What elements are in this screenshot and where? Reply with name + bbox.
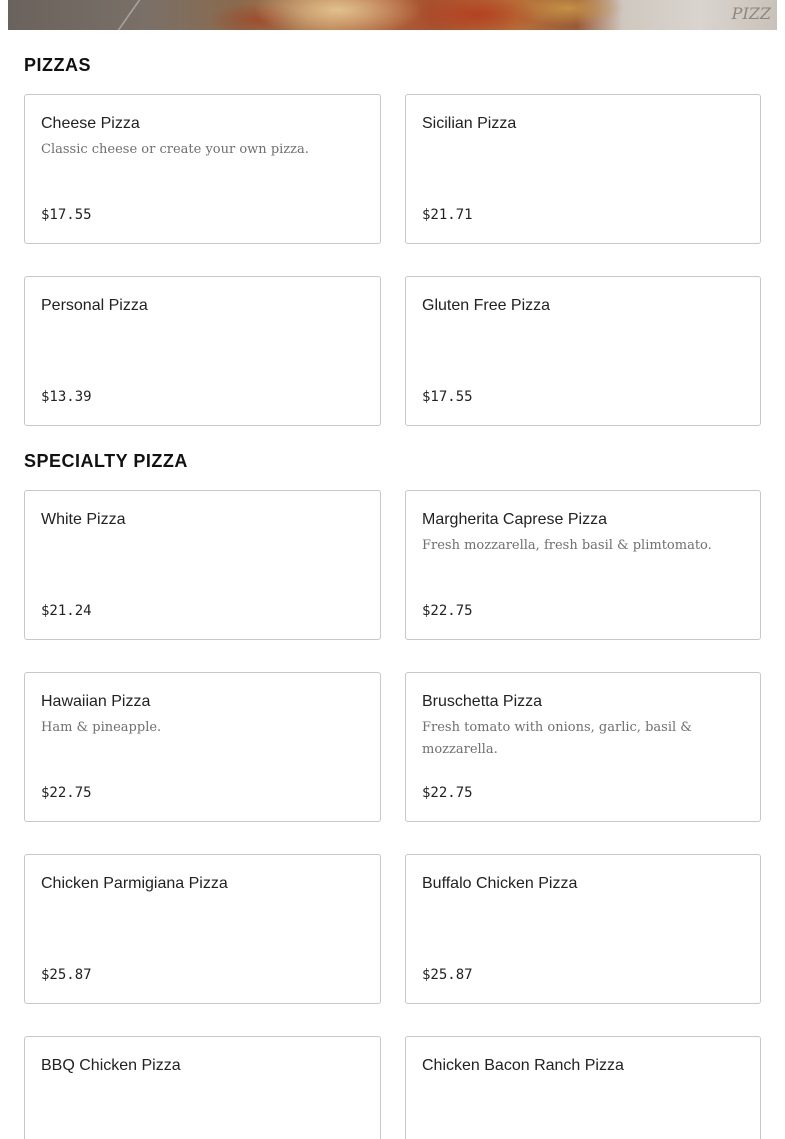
pizza-box-print: PIZZ <box>731 4 771 23</box>
menu-item-price: $22.75 <box>422 785 473 801</box>
menu-item-price: $17.55 <box>41 207 92 223</box>
menu-item-description: Fresh tomato with onions, garlic, basil & mozzarella. <box>422 720 692 757</box>
pizza-box-edge <box>87 0 140 30</box>
menu-item-description: Classic cheese or create your own pizza. <box>41 142 309 157</box>
menu-item-card[interactable] <box>24 854 381 1004</box>
menu-item-card[interactable] <box>405 672 761 822</box>
menu-item-card[interactable] <box>405 94 761 244</box>
menu-item-name: Cheese Pizza <box>41 115 140 132</box>
pizzas-grid <box>24 94 761 426</box>
menu-item-name: Hawaiian Pizza <box>41 693 151 710</box>
menu-item-card[interactable] <box>405 490 761 640</box>
menu-item-name: Chicken Parmigiana Pizza <box>41 875 228 892</box>
menu-item-card[interactable] <box>24 1036 381 1139</box>
menu-item-card[interactable] <box>24 490 381 640</box>
menu-item-name: Margherita Caprese Pizza <box>422 511 607 528</box>
menu-item-name: Sicilian Pizza <box>422 115 517 132</box>
menu-item-card[interactable] <box>24 94 381 244</box>
menu-item-card[interactable] <box>405 1036 761 1139</box>
menu-item-description: Ham & pineapple. <box>41 720 162 735</box>
menu-item-name: BBQ Chicken Pizza <box>41 1057 181 1074</box>
menu-item-card[interactable] <box>405 276 761 426</box>
menu-item-price: $22.75 <box>422 603 473 619</box>
menu-item-price: $25.87 <box>41 967 92 983</box>
menu-item-name: Chicken Bacon Ranch Pizza <box>422 1057 624 1074</box>
menu-item-price: $22.75 <box>41 785 92 801</box>
menu-item-price: $25.87 <box>422 967 473 983</box>
specialty-pizza-grid <box>24 490 761 1139</box>
menu-item-price: $17.55 <box>422 389 473 405</box>
menu-item-name: Personal Pizza <box>41 297 148 314</box>
hero-banner-image <box>8 0 777 30</box>
section-title-pizzas: PIZZAS <box>24 55 92 75</box>
menu-item-card[interactable] <box>405 854 761 1004</box>
menu-item-description: Fresh mozzarella, fresh basil & plimtomato. <box>422 538 712 553</box>
menu-item-card[interactable] <box>24 672 381 822</box>
menu-item-card[interactable] <box>24 276 381 426</box>
menu-item-name: White Pizza <box>41 511 126 528</box>
menu-item-name: Gluten Free Pizza <box>422 297 551 314</box>
menu-item-price: $13.39 <box>41 389 92 405</box>
menu-item-name: Buffalo Chicken Pizza <box>422 875 578 892</box>
menu-item-price: $21.24 <box>41 603 92 619</box>
menu-item-price: $21.71 <box>422 207 473 223</box>
menu-item-name: Bruschetta Pizza <box>422 693 543 710</box>
section-title-specialty-pizza: SPECIALTY PIZZA <box>24 451 188 471</box>
